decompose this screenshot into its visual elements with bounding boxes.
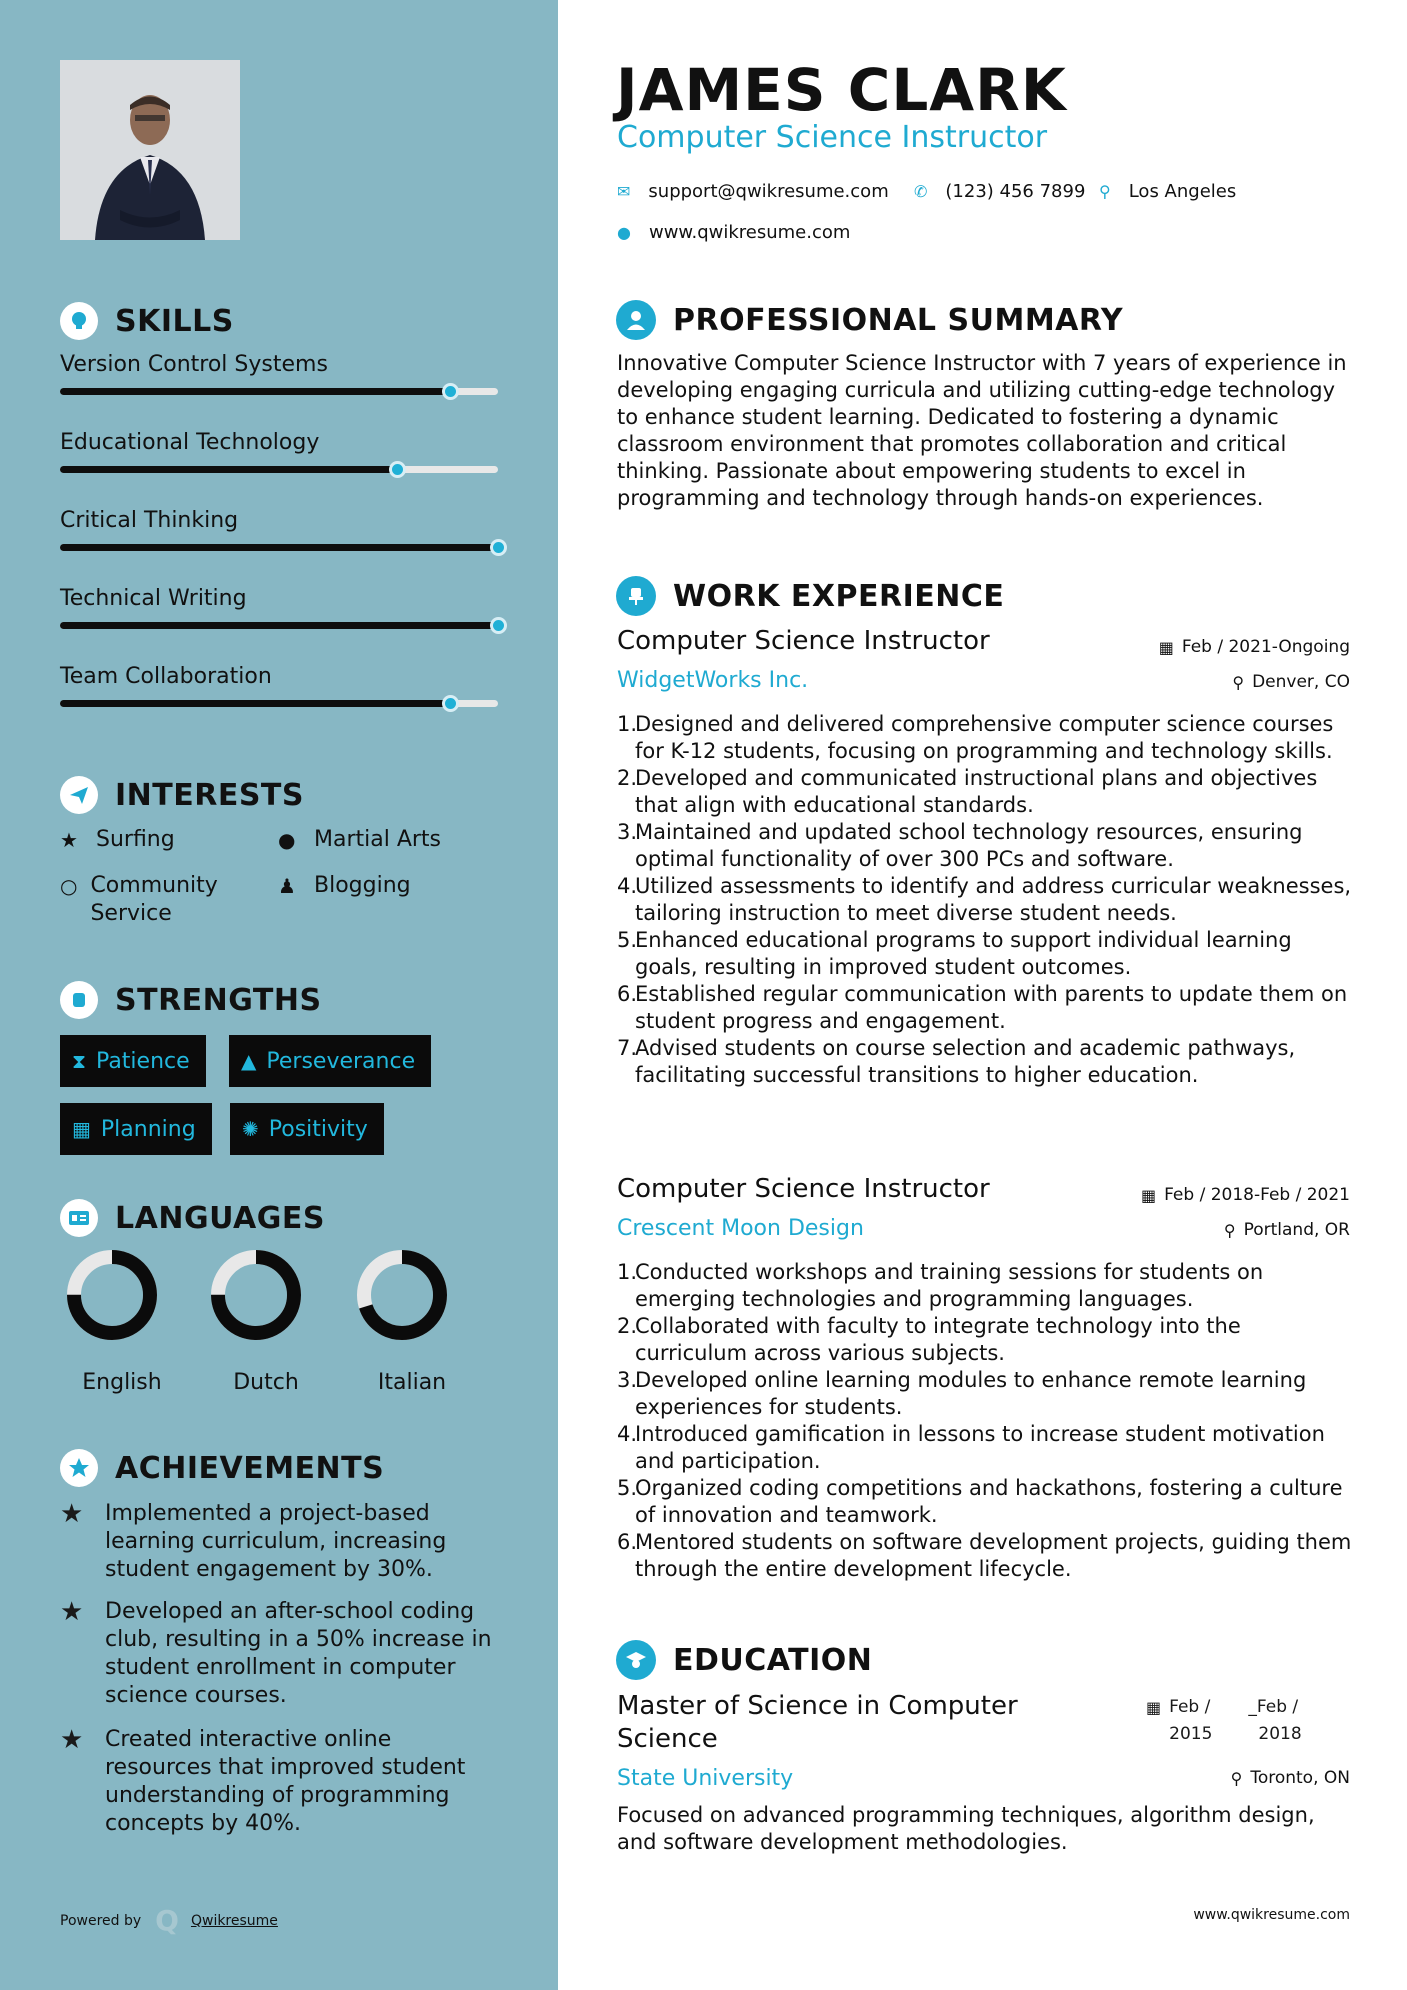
- education-location-text: Toronto, ON: [1250, 1768, 1350, 1788]
- education-description: Focused on advanced programming techniques, algorithm design, and software development methodologies.: [617, 1803, 1315, 1854]
- job-title: Computer Science Instructor: [617, 1174, 990, 1204]
- strength-label: Perseverance: [266, 1048, 416, 1074]
- degree-title: Master of Science in Computer Science: [617, 1691, 1018, 1754]
- language-ring-center: [82, 1265, 142, 1325]
- experience-heading: [616, 576, 1004, 616]
- skill-bar-fill: [60, 544, 498, 551]
- job-dates-text: Feb / 2021-Ongoing: [1181, 637, 1350, 657]
- duty-text: Mentored students on software development projects, guiding them through the entire development lifecycle.: [635, 1530, 1352, 1581]
- strength-badge: [229, 1035, 431, 1087]
- main-content: [558, 0, 1407, 1990]
- summary-heading: [616, 300, 1123, 340]
- list-item: 1. Designed and delivered comprehensive computer science courses for K-12 students, focusing on programming and technology skills.: [617, 711, 1357, 765]
- achievements-heading: [60, 1449, 384, 1487]
- pushpin-icon: ⚲: [1232, 672, 1245, 692]
- email-text[interactable]: support@qwikresume.com: [648, 181, 889, 202]
- language-name: Italian: [377, 1370, 447, 1395]
- duty-text: Organized coding competitions and hackathons, fostering a culture of innovation and teamwork.: [635, 1476, 1343, 1527]
- list-item: 3. Developed online learning modules to enhance remote learning experiences for students.: [617, 1367, 1357, 1421]
- hourglass-icon: ⧗: [72, 1049, 87, 1073]
- skill-bar: [60, 388, 498, 395]
- job-dates-text: Feb / 2018-Feb / 2021: [1164, 1185, 1350, 1205]
- duty-text: Advised students on course selection and academic pathways, facilitating successful transitions to higher education.: [635, 1036, 1296, 1087]
- list-item: 5. Organized coding competitions and hackathons, fostering a culture of innovation and teamwork.: [617, 1475, 1357, 1529]
- contact-email: [617, 181, 889, 202]
- achievement-item: [60, 1598, 500, 1710]
- strength-badge: [60, 1035, 206, 1087]
- duty-text: Developed and communicated instructional plans and objectives that align with educational standards.: [635, 766, 1318, 817]
- job-location: [1224, 1220, 1350, 1240]
- language-ring: [342, 1250, 482, 1360]
- envelope-icon: ✉: [617, 182, 631, 201]
- skill-item: [60, 586, 500, 611]
- strength-label: Planning: [100, 1116, 196, 1142]
- interest-label: Martial Arts: [314, 827, 442, 852]
- skills-heading: [60, 302, 234, 340]
- achievement-text: Developed an after-school coding club, resulting in a 50% increase in student enrollment in computer science courses.: [105, 1599, 492, 1708]
- duty-text: Established regular communication with parents to update them on student progress and engagement.: [635, 982, 1348, 1033]
- duty-text: Collaborated with faculty to integrate technology into the curriculum across various subjects.: [635, 1314, 1241, 1365]
- job-company: WidgetWorks Inc.: [617, 668, 809, 693]
- strength-badge: [60, 1103, 212, 1155]
- experience-title: WORK EXPERIENCE: [673, 578, 1005, 614]
- job-dates: [1141, 1185, 1350, 1205]
- language-item: [342, 1250, 482, 1395]
- skill-bar-knob: [442, 383, 459, 400]
- skill-item: [60, 508, 500, 533]
- achievement-text: Implemented a project-based learning curriculum, increasing student engagement by 30%.: [105, 1501, 447, 1582]
- skill-item: [60, 352, 500, 377]
- skill-bar-knob: [442, 695, 459, 712]
- summary-text: Innovative Computer Science Instructor with 7 years of experience in developing engaging curricula and utilizing cutting-edge technology to enhance student learning. Dedicated to fostering a dynamic classroom environment that promotes collaboration and critical thinking. Passionate about empowering students to excel in programming and technology through hands-on experiences.: [617, 351, 1347, 510]
- interest-item: [278, 872, 411, 900]
- powered-by-label: Powered by: [60, 1912, 142, 1929]
- skill-name: Educational Technology: [60, 430, 320, 455]
- interests-heading: [60, 776, 304, 814]
- globe-icon: ●: [278, 828, 296, 852]
- candidate-name: JAMES CLARK: [616, 56, 1067, 124]
- qwikresume-link[interactable]: Qwikresume: [190, 1912, 278, 1929]
- shooting-star-icon: ★: [60, 1597, 84, 1627]
- languages-heading: [60, 1199, 325, 1237]
- location-text: Los Angeles: [1128, 181, 1237, 202]
- list-item: 6. Established regular communication with parents to update them on student progress and engagement.: [617, 981, 1357, 1035]
- job-title: Computer Science Instructor: [617, 626, 990, 656]
- summary-title: PROFESSIONAL SUMMARY: [673, 302, 1124, 338]
- list-item: 1. Conducted workshops and training sessions for students on emerging technologies and programming languages.: [617, 1259, 1357, 1313]
- calendar-icon: ▦: [1140, 1185, 1157, 1205]
- language-ring-center: [226, 1265, 286, 1325]
- language-card-icon: [60, 1199, 98, 1237]
- language-name: Dutch: [233, 1370, 299, 1395]
- start-year: 2015: [1169, 1724, 1213, 1744]
- list-item: 7. Advised students on course selection and academic pathways, facilitating successful transitions to higher education.: [617, 1035, 1357, 1089]
- duty-text: Designed and delivered comprehensive computer science courses for K-12 students, focusing on programming and technology skills.: [635, 712, 1334, 763]
- interests-title: INTERESTS: [115, 777, 304, 813]
- list-item: 6. Mentored students on software development projects, guiding them through the entire development lifecycle.: [617, 1529, 1357, 1583]
- end-year: 2018: [1258, 1724, 1302, 1744]
- list-item: 2. Developed and communicated instructional plans and objectives that align with educational standards.: [617, 765, 1357, 819]
- qwikresume-logo-icon: Q: [155, 1904, 179, 1937]
- job-company: Crescent Moon Design: [617, 1216, 864, 1241]
- star-icon: ★: [60, 828, 78, 852]
- job-location-text: Portland, OR: [1243, 1220, 1350, 1240]
- sun-icon: ✺: [242, 1117, 259, 1141]
- skills-title: SKILLS: [115, 303, 234, 339]
- skill-bar-fill: [60, 466, 397, 473]
- contact-phone: [914, 181, 1085, 202]
- skill-bar-knob: [490, 617, 507, 634]
- strengths-title: STRENGTHS: [115, 982, 322, 1018]
- interest-item: [278, 826, 441, 854]
- road-icon: ▲: [241, 1049, 257, 1073]
- skill-item: [60, 664, 500, 689]
- phone-icon: ✆: [914, 182, 928, 201]
- users-icon: ♟: [278, 874, 296, 898]
- skill-name: Critical Thinking: [60, 508, 239, 533]
- badge-icon: ○: [60, 874, 78, 898]
- job-location-text: Denver, CO: [1252, 672, 1350, 692]
- strength-label: Positivity: [268, 1116, 368, 1142]
- skill-bar: [60, 466, 498, 473]
- education-start: [1169, 1694, 1212, 1748]
- profile-photo: [60, 60, 240, 240]
- pushpin-icon: ⚲: [1230, 1768, 1243, 1788]
- calendar-icon: ▦: [1158, 637, 1174, 657]
- achievements-title: ACHIEVEMENTS: [115, 1450, 385, 1486]
- education-heading: [616, 1640, 872, 1680]
- job-duties-list: [617, 1259, 1357, 1583]
- interest-item: [60, 826, 175, 854]
- map-pin-icon: ⚲: [1099, 182, 1111, 201]
- list-item: 3. Maintained and updated school technology resources, ensuring optimal functionality of over 300 PCs and software.: [617, 819, 1357, 873]
- calendar-icon: ▦: [72, 1117, 91, 1141]
- award-star-icon: [60, 1449, 98, 1487]
- contact-location: [1099, 181, 1236, 202]
- shooting-star-icon: ★: [60, 1499, 84, 1529]
- strength-label: Patience: [96, 1048, 190, 1074]
- skill-bar: [60, 622, 498, 629]
- language-item: [196, 1250, 336, 1395]
- skill-bar-fill: [60, 388, 450, 395]
- chair-icon: [616, 576, 656, 616]
- duty-text: Introduced gamification in lessons to increase student motivation and participation.: [635, 1422, 1325, 1473]
- interest-label: Surfing: [96, 827, 175, 852]
- paper-plane-icon: [60, 776, 98, 814]
- duty-text: Utilized assessments to identify and address curricular weaknesses, tailoring instruction to meet diverse student needs.: [635, 874, 1352, 925]
- strengths-heading: [60, 981, 322, 1019]
- education-end: [1248, 1694, 1301, 1748]
- education-dates: [1146, 1694, 1302, 1748]
- interest-label: Community Service: [90, 873, 218, 926]
- languages-title: LANGUAGES: [115, 1200, 325, 1236]
- interest-item: [60, 872, 260, 928]
- skill-bar: [60, 544, 498, 551]
- achievement-text: Created interactive online resources that improved student understanding of programming concepts by 40%.: [105, 1727, 466, 1836]
- school-name: State University: [617, 1766, 794, 1791]
- job-location: [1232, 672, 1350, 692]
- language-item: [52, 1250, 192, 1395]
- pushpin-icon: ⚲: [1223, 1220, 1236, 1240]
- user-icon: [616, 300, 656, 340]
- job-dates: [1159, 637, 1350, 657]
- list-item: 5. Enhanced educational programs to support individual learning goals, resulting in improved student outcomes.: [617, 927, 1357, 981]
- skill-name: Team Collaboration: [60, 664, 272, 689]
- candidate-role: Computer Science Instructor: [617, 120, 1048, 155]
- skill-bar-knob: [389, 461, 406, 478]
- powered-by: [60, 1904, 278, 1937]
- language-name: English: [82, 1370, 162, 1395]
- interest-label: Blogging: [314, 873, 411, 898]
- language-ring: [196, 1250, 336, 1360]
- sidebar: [0, 0, 558, 1990]
- skill-bar-knob: [490, 539, 507, 556]
- skill-bar-fill: [60, 622, 498, 629]
- duty-text: Enhanced educational programs to support individual learning goals, resulting in improved student outcomes.: [635, 928, 1292, 979]
- shooting-star-icon: ★: [60, 1725, 84, 1755]
- duty-text: Conducted workshops and training sessions for students on emerging technologies and programming languages.: [635, 1260, 1264, 1311]
- education-location: [1231, 1768, 1350, 1788]
- skill-name: Technical Writing: [60, 586, 247, 611]
- list-item: 2. Collaborated with faculty to integrate technology into the curriculum across various subjects.: [617, 1313, 1357, 1367]
- phone-text: (123) 456 7899: [945, 181, 1086, 202]
- strength-badge: [230, 1103, 384, 1155]
- calendar-icon: ▦: [1146, 1698, 1162, 1717]
- duty-text: Maintained and updated school technology resources, ensuring optimal functionality of over 300 PCs and software.: [635, 820, 1303, 871]
- graduate-icon: [616, 1640, 656, 1680]
- achievement-item: [60, 1500, 500, 1584]
- list-item: 4. Introduced gamification in lessons to increase student motivation and participation.: [617, 1421, 1357, 1475]
- skill-name: Version Control Systems: [60, 352, 328, 377]
- globe-icon: ●: [617, 223, 631, 242]
- lightbulb-icon: [60, 302, 98, 340]
- education-title: EDUCATION: [673, 1642, 873, 1678]
- skill-item: [60, 430, 500, 455]
- achievement-item: [60, 1726, 500, 1838]
- language-ring-center: [372, 1265, 432, 1325]
- job-duties-list: [617, 711, 1357, 1089]
- duty-text: Developed online learning modules to enhance remote learning experiences for students.: [635, 1368, 1307, 1419]
- fist-icon: [60, 981, 98, 1019]
- language-ring: [52, 1250, 192, 1360]
- skill-bar-fill: [60, 700, 450, 707]
- website-text[interactable]: www.qwikresume.com: [648, 222, 851, 243]
- footer-url[interactable]: www.qwikresume.com: [1193, 1907, 1350, 1923]
- end-month: _Feb /: [1248, 1697, 1299, 1717]
- contact-website: [617, 222, 850, 243]
- skill-bar: [60, 700, 498, 707]
- list-item: 4. Utilized assessments to identify and address curricular weaknesses, tailoring instruction to meet diverse student needs.: [617, 873, 1357, 927]
- start-month: Feb /: [1169, 1697, 1211, 1717]
